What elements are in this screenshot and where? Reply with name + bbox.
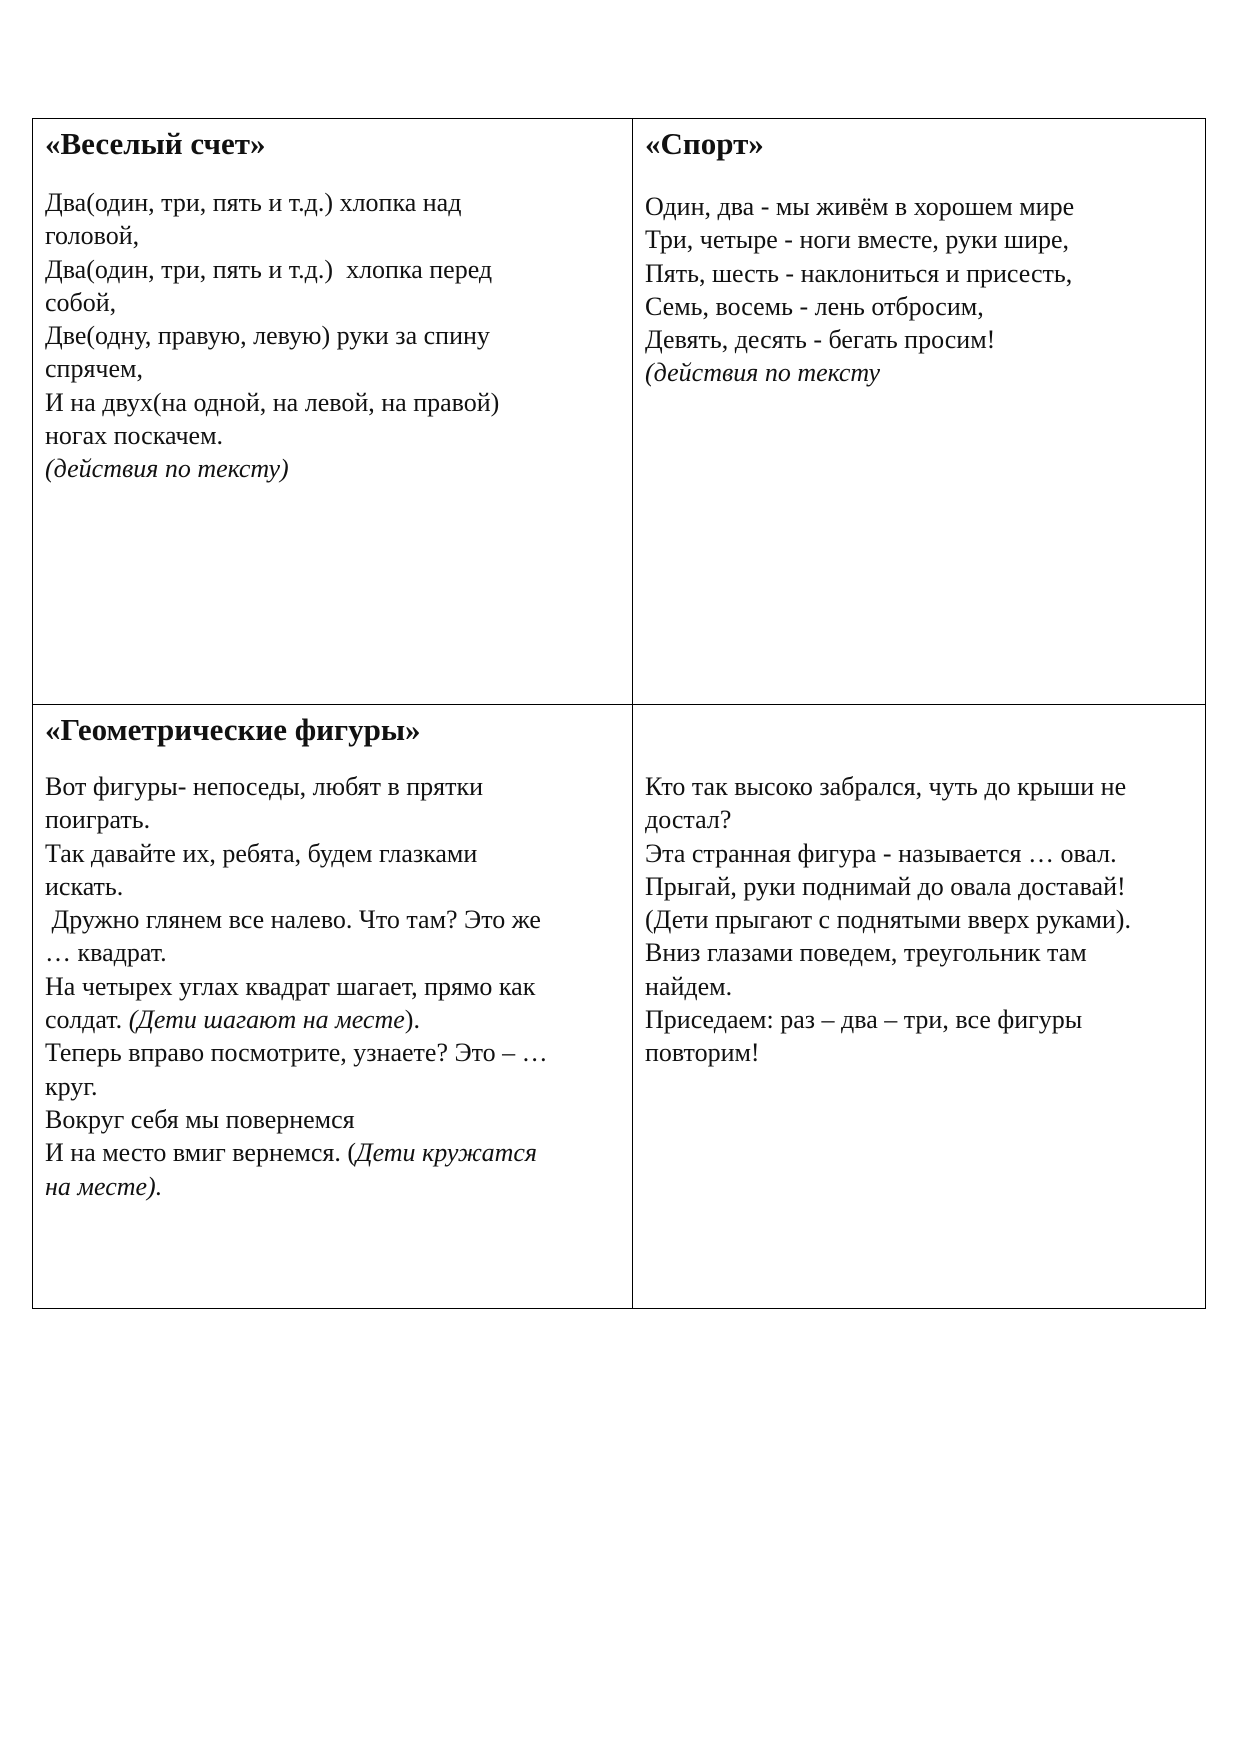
verse-line (45, 1170, 622, 1203)
action-note: (действия по тексту) (45, 454, 289, 484)
verse-line: Девять, десять - бегать просим! (645, 325, 996, 355)
card-body (645, 770, 1195, 1070)
action-note: на месте). (45, 1171, 163, 1201)
verse-line (45, 1136, 622, 1169)
card-title: «Спорт» (645, 126, 764, 161)
verse-line: Семь, восемь - лень отбросим, (645, 291, 984, 321)
verse-line: … квадрат. (45, 938, 167, 968)
verse-line: спрячем, (45, 354, 143, 384)
exercise-table (32, 118, 1206, 1309)
verse-line: достал? (645, 805, 732, 835)
verse-line: круг. (45, 1071, 98, 1101)
verse-line: Три, четыре - ноги вместе, руки шире, (645, 225, 1070, 255)
action-note: (действия по тексту (645, 358, 881, 388)
verse-text: ). (404, 1005, 420, 1035)
verse-line: собой, (45, 287, 117, 317)
verse-line: Вниз глазами поведем, треугольник там (645, 938, 1087, 968)
card-title: «Геометрические фигуры» (45, 712, 421, 747)
verse-line: Пять, шесть - наклониться и присесть, (645, 258, 1073, 288)
verse-line: И на двух(на одной, на левой, на правой) (45, 387, 500, 417)
verse-line: Две(одну, правую, левую) руки за спину (45, 321, 490, 351)
card-body (45, 186, 622, 486)
verse-line: Вокруг себя мы повернемся (45, 1104, 355, 1134)
verse-line: Два(один, три, пять и т.д.) хлопка над (45, 188, 462, 217)
card-title-empty (645, 711, 1195, 749)
card-body (45, 770, 622, 1203)
card-merry-count (33, 119, 633, 705)
verse-line: ногах поскачем. (45, 421, 224, 451)
verse-line: Кто так высоко забрался, чуть до крыши не (645, 772, 1127, 801)
verse-line: Дружно глянем все налево. Что там? Это же (45, 905, 541, 935)
verse-line (45, 1003, 622, 1036)
verse-line: Прыгай, руки поднимай до овала доставай! (645, 871, 1126, 901)
verse-line: повторим! (645, 1038, 760, 1068)
verse-line: Приседаем: раз – два – три, все фигуры (645, 1005, 1083, 1035)
card-oval (633, 705, 1205, 1308)
verse-line: На четырех углах квадрат шагает, прямо как (45, 971, 536, 1001)
action-note: (Дети шагают на месте (128, 1005, 405, 1035)
verse-line: Так давайте их, ребята, будем глазками (45, 838, 478, 868)
action-note: Дети кружатся (356, 1138, 538, 1168)
verse-line: Теперь вправо посмотрите, узнаете? Это – … (45, 1038, 548, 1068)
card-title: «Веселый счет» (45, 126, 266, 161)
verse-line: найдем. (645, 971, 733, 1001)
verse-text: солдат. (45, 1005, 129, 1035)
verse-line: поиграть. (45, 805, 151, 835)
verse-line: Два(один, три, пять и т.д.) хлопка перед (45, 254, 493, 284)
verse-line: Один, два - мы живём в хорошем мире (645, 192, 1075, 221)
verse-line: Вот фигуры- непоседы, любят в прятки (45, 772, 484, 801)
card-geometric-shapes (33, 705, 633, 1308)
card-sport (633, 119, 1205, 705)
card-body (645, 190, 1195, 390)
verse-text: И на место вмиг вернемся. ( (45, 1138, 357, 1168)
verse-line: (Дети прыгают с поднятыми вверх руками). (645, 905, 1131, 935)
verse-line: Эта странная фигура - называется … овал. (645, 838, 1117, 868)
verse-line: головой, (45, 221, 140, 251)
verse-line: искать. (45, 871, 124, 901)
